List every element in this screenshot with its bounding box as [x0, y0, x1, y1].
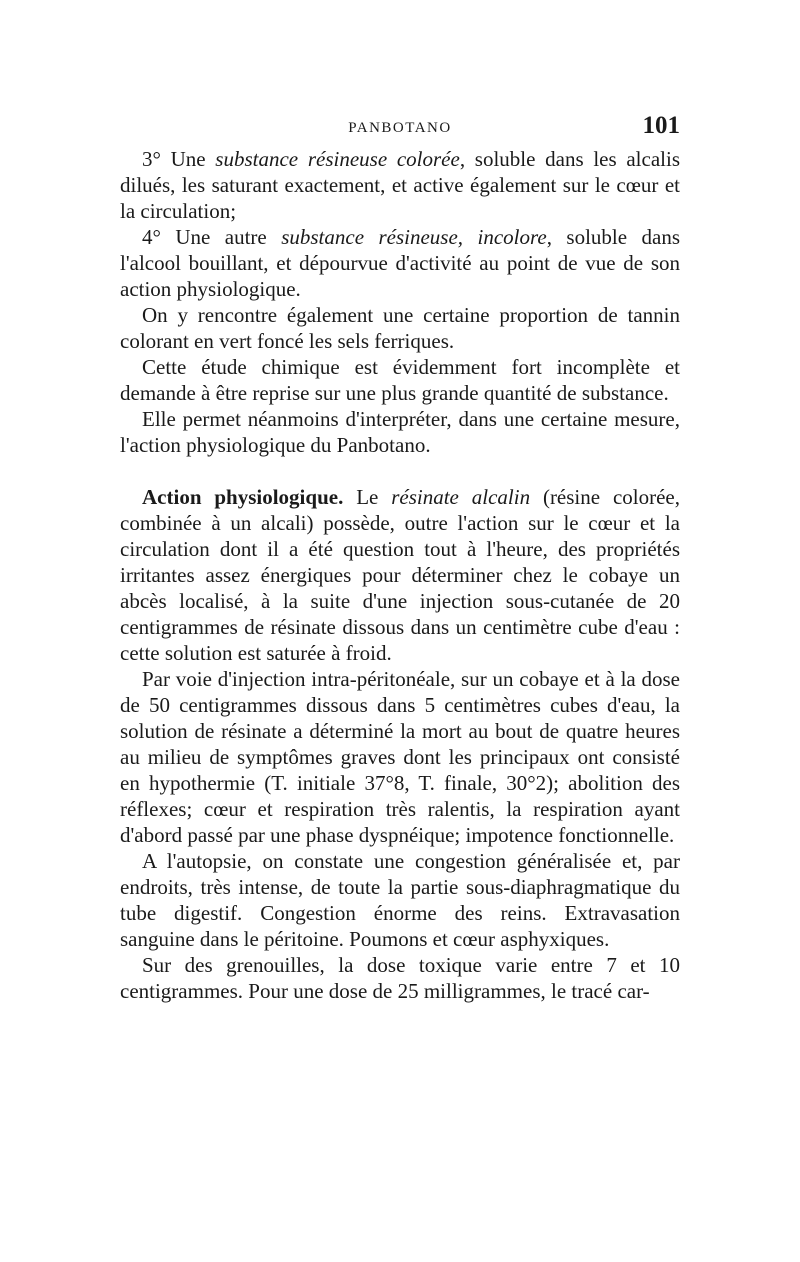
paragraph: [120, 354, 680, 406]
paragraph: [120, 146, 680, 224]
text-run: , soluble dans l'alcool bouillant, et dépourvue d'activité au point de vue de son action physiologique.: [120, 225, 681, 301]
paragraph: [120, 224, 680, 302]
text-run: On y rencontre également une certaine proportion de tannin colorant en vert foncé les sels ferriques.: [120, 303, 680, 353]
body-text: [120, 146, 680, 1004]
text-run: 4° Une autre: [142, 225, 282, 249]
running-title: PANBOTANO: [348, 120, 452, 136]
text-run: Elle permet néanmoins d'interpréter, dans une certaine mesure, l'action physiologique du Panbotano.: [120, 407, 680, 457]
text-run: Sur des grenouilles, la dose toxique varie entre 7 et 10 centigrammes. Pour une dose de 25 milligrammes, le tracé car-: [120, 953, 680, 1003]
paragraph: [120, 406, 680, 458]
text-run: Par voie d'injection intra-péritonéale, sur un cobaye et à la dose de 50 centigrammes dissous dans 5 centimètres cubes d'eau, la solution de résinate a déterminé la mort au bout de quatre heures au milieu de symptômes graves dont les principaux ont consisté en hypothermie (T. initiale 37°8, T. finale, 30°2); abolition des réflexes; cœur et respiration très ralentis, la respiration ayant d'abord passé par une phase dyspnéique; impotence fonctionnelle.: [120, 667, 680, 847]
paragraph: [120, 666, 680, 848]
page-number: 101: [642, 112, 680, 139]
paragraph: [120, 484, 680, 666]
italic-term: résinate alcalin: [391, 485, 531, 509]
paragraph: [120, 952, 680, 1004]
text-run: A l'autopsie, on constate une congestion généralisée et, par endroits, très intense, de toute la partie sous-diaphragmatique du tube digestif. Congestion énorme des reins. Extravasation sanguine dans le péritoine. Poumons et cœur asphyxiques.: [120, 849, 680, 951]
page-header: [120, 112, 680, 146]
text-run: , soluble dans les alcalis dilués, les saturant exactement, et active également sur le cœur et la circulation;: [120, 147, 680, 223]
section-heading: Action physiologique.: [142, 485, 344, 509]
section-spacer: [120, 458, 680, 484]
text-run: Le: [343, 485, 392, 509]
text-run: (résine colorée, combinée à un alcali) possède, outre l'action sur le cœur et la circulation dont il a été question tout à l'heure, des propriétés irritantes assez énergiques pour déterminer chez le cobaye un abcès localisé, à la suite d'une injection sous-cutanée de 20 centigrammes de résinate dissous dans un centimètre cube d'eau : cette solution est saturée à froid.: [120, 485, 680, 665]
book-page: [120, 112, 680, 1004]
text-run: Cette étude chimique est évidemment fort incomplète et demande à être reprise sur une plus grande quantité de substance.: [120, 355, 680, 405]
italic-term: substance résineuse colorée: [215, 147, 460, 171]
text-run: 3° Une: [142, 147, 216, 171]
paragraph: [120, 302, 680, 354]
italic-term: substance résineuse, incolore: [281, 225, 547, 249]
paragraph: [120, 848, 680, 952]
